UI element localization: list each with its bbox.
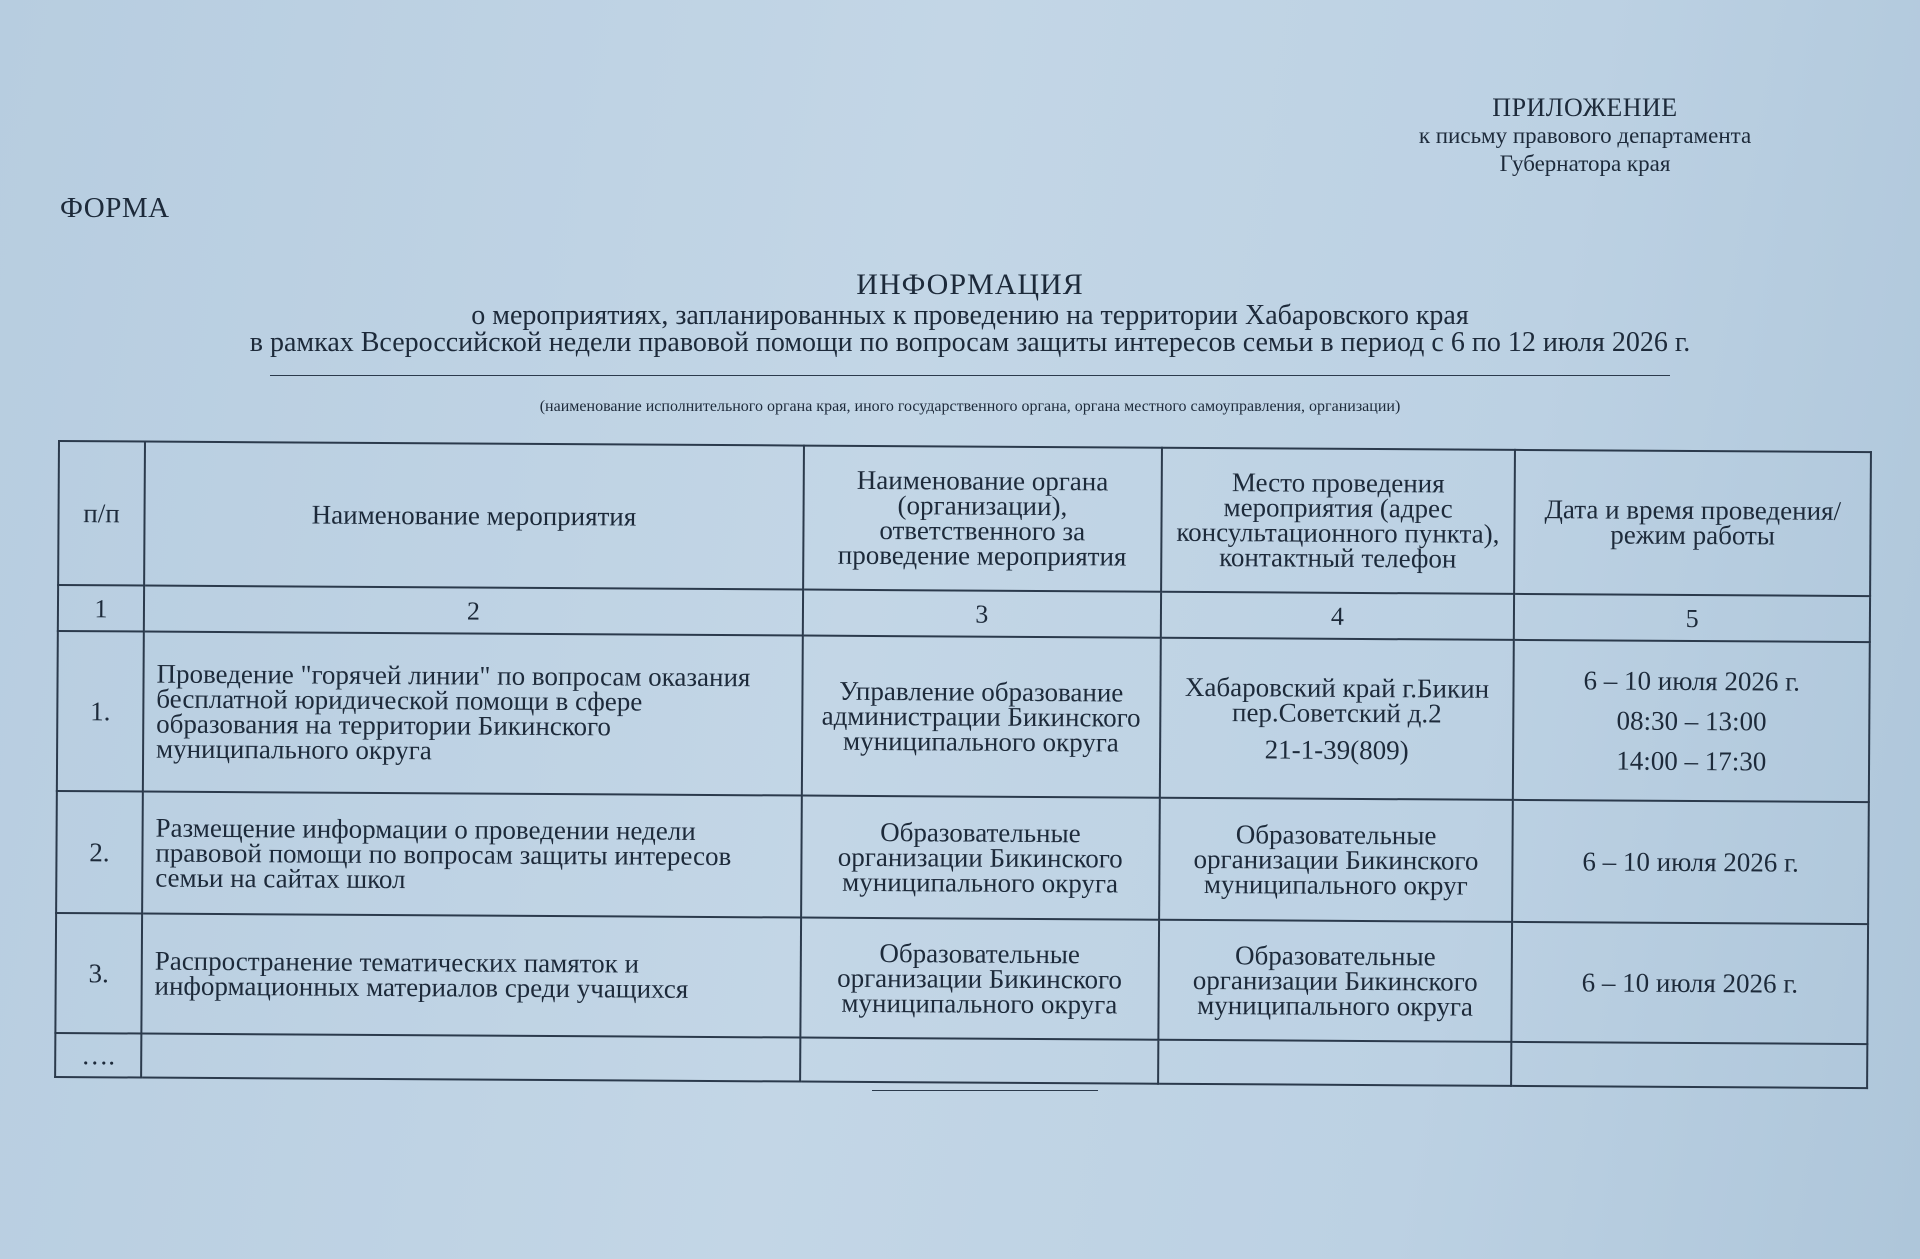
event-date: 6 – 10 июля 2026 г. [1583,665,1801,697]
header-num: п/п [58,441,145,586]
column-number: 4 [1160,592,1514,640]
empty-cell [800,1038,1158,1084]
header-row [58,441,1871,596]
column-number: 3 [803,590,1161,638]
event-date: 6 – 10 июля 2026 г. [1512,922,1868,1044]
row-number: 3. [55,913,142,1034]
table-row [55,913,1868,1044]
events-table [54,440,1872,1089]
header-date: Дата и время проведения/ режим работы [1514,450,1870,596]
header-organ: Наименование органа (организации), ответственного за проведение мероприятия [803,446,1162,592]
empty-cell [1511,1042,1867,1088]
organization-caption: (наименование исполнительного органа края, иного государственного органа, органа местного самоуправления, организации) [539,398,1401,415]
appendix-line-2: Губернатора края [1499,151,1671,176]
heading-line-1: о мероприятиях, запланированных к проведению на территории Хабаровского края [471,300,1469,331]
row-number: 1. [57,631,144,792]
event-place [1159,638,1514,800]
empty-cell [141,1034,800,1082]
responsible-organ: Управление образование администрации Бикинского муниципального округа [802,636,1161,798]
end-separator-line [872,1090,1098,1091]
appendix-line-1: к письму правового департамента [1418,123,1752,148]
activity-name: Размещение информации о проведении недели правовой помощи по вопросам защиты интересов семьи на сайтах школ [142,792,802,918]
document-heading [120,268,1820,356]
event-time-morning: 08:30 – 13:00 [1616,705,1767,737]
event-place: Образовательные организации Бикинского муниципального округа [1158,920,1512,1042]
organization-blank-line [270,375,1670,376]
header-place: Место проведения мероприятия (адрес консультационного пункта), контактный телефон [1161,448,1516,594]
event-date: 6 – 10 июля 2026 г. [1512,800,1868,924]
event-datetime [1513,640,1870,802]
column-number: 1 [58,585,144,632]
event-place: Образовательные организации Бикинского муниципального округ [1159,798,1513,922]
row-number: 2. [56,791,143,914]
appendix-title: ПРИЛОЖЕНИЕ [1492,93,1678,122]
heading-title: ИНФОРМАЦИЯ [856,268,1084,301]
responsible-organ: Образовательные организации Бикинского муниципального округа [801,796,1159,920]
place-address: Хабаровский край г.Бикин пер.Советский д.2 [1184,671,1490,728]
responsible-organ: Образовательные организации Бикинского муниципального округа [800,918,1158,1040]
activity-name: Распространение тематических памяток и информационных материалов среди учащихся [141,914,801,1038]
form-label: ФОРМА [60,192,170,224]
appendix-block [1360,94,1810,178]
header-activity: Наименование мероприятия [144,442,804,590]
event-time-afternoon: 14:00 – 17:30 [1616,745,1767,777]
heading-line-2: в рамках Всероссийской недели правовой помощи по вопросам защиты интересов семьи в период с 6 по 12 июля 2026 г. [249,327,1691,358]
table-row [56,791,1869,924]
column-number: 2 [144,586,803,636]
place-phone: 21-1-39(809) [1264,733,1409,765]
empty-cell [1158,1040,1512,1086]
table-row [57,631,1870,802]
column-number: 5 [1514,594,1870,642]
activity-name: Проведение "горячей линии" по вопросам оказания бесплатной юридической помощи в сфере образования на территории Бикинского муниципального округа [143,632,803,796]
continuation-marker: …. [55,1033,141,1078]
